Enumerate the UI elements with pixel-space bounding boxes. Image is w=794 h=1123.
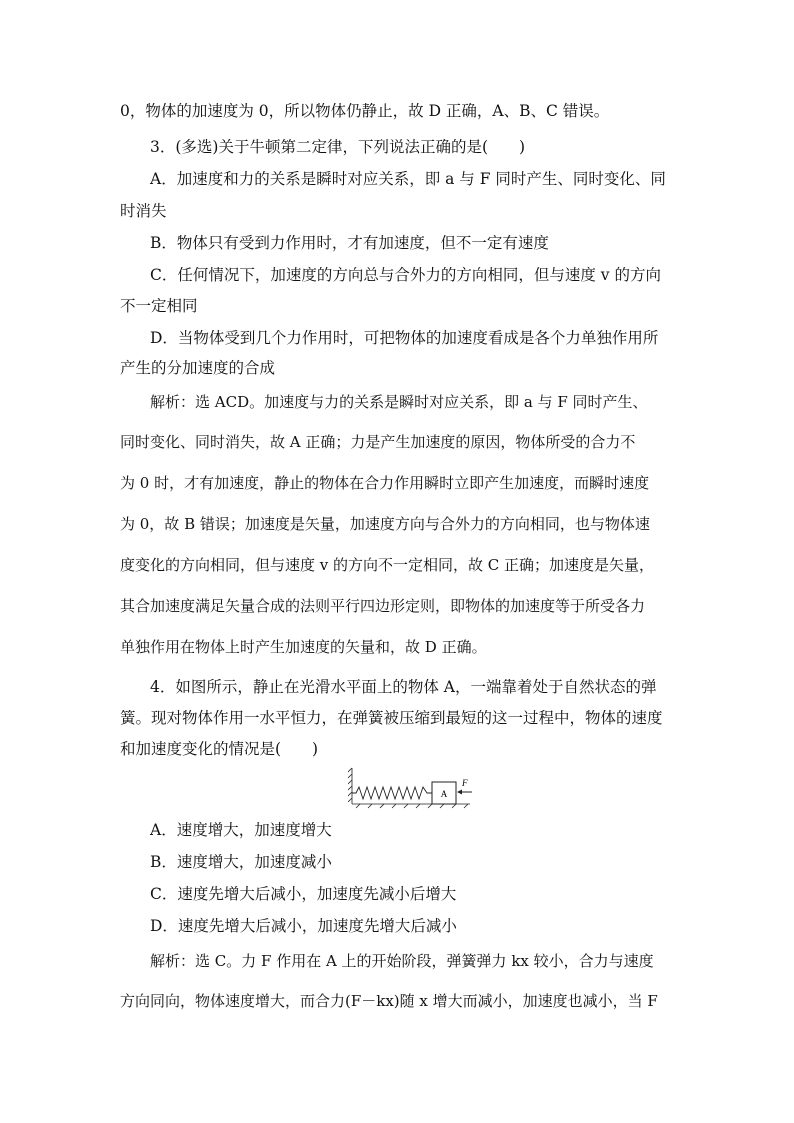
- analysis-line: 为 0 时，才有加速度，静止的物体在合力作用瞬时立即产生加速度，而瞬时速度: [120, 474, 650, 492]
- option-c: C．任何情况下，加速度的方向总与合外力的方向相同，但与速度 v 的方向: [150, 266, 661, 284]
- option-a: A．加速度和力的关系是瞬时对应关系，即 a 与 F 同时产生、同时变化、同: [150, 170, 666, 188]
- block-label: A: [440, 789, 448, 799]
- analysis-line: 解析：选 ACD。加速度与力的关系是瞬时对应关系，即 a 与 F 同时产生、: [150, 393, 648, 411]
- text-line: 0，物体的加速度为 0，所以物体仍静止，故 D 正确，A、B、C 错误。: [120, 102, 610, 120]
- analysis-line: 度变化的方向相同，但与速度 v 的方向不一定相同，故 C 正确；加速度是矢量，: [120, 556, 655, 574]
- force-label: F: [462, 778, 468, 788]
- text-line: 时消失: [120, 202, 167, 220]
- text-line: 产生的分加速度的合成: [120, 359, 276, 377]
- question-4-stem: 4．如图所示，静止在光滑水平面上的物体 A，一端靠着处于自然状态的弹: [150, 678, 657, 696]
- force-arrow-head: [457, 790, 462, 795]
- text-line: 不一定相同: [120, 297, 198, 315]
- analysis-line: 为 0，故 B 错误；加速度是矢量，加速度方向与合外力的方向相同，也与物体速: [120, 515, 650, 533]
- option-c: C．速度先增大后减小，加速度先减小后增大: [150, 885, 457, 903]
- analysis-line: 解析：选 C。力 F 作用在 A 上的开始阶段，弹簧弹力 kx 较小，合力与速度: [150, 952, 654, 970]
- analysis-line: 其合加速度满足矢量合成的法则平行四边形定则，即物体的加速度等于所受各力: [120, 597, 646, 615]
- analysis-line: 单独作用在物体上时产生加速度的矢量和，故 D 正确。: [120, 638, 487, 656]
- spring-block-figure: [348, 766, 478, 810]
- analysis-line: 同时变化、同时消失，故 A 正确；力是产生加速度的原因，物体所受的合力不: [120, 433, 636, 451]
- option-d: D．速度先增大后减小，加速度先增大后减小: [150, 917, 457, 935]
- text-line: 簧。现对物体作用一水平恒力，在弹簧被压缩到最短的这一过程中，物体的速度: [120, 709, 663, 727]
- text-line: 和加速度变化的情况是( ): [120, 740, 319, 758]
- option-b: B．速度增大，加速度减小: [150, 853, 332, 871]
- option-a: A．速度增大，加速度增大: [150, 821, 332, 839]
- option-d: D．当物体受到几个力作用时，可把物体的加速度看成是各个力单独作用所: [150, 329, 659, 347]
- option-b: B．物体只有受到力作用时，才有加速度，但不一定有速度: [150, 234, 549, 252]
- question-3-stem: 3．(多选)关于牛顿第二定律，下列说法正确的是( ): [150, 138, 526, 156]
- analysis-line: 方向同向，物体速度增大，而合力(F－kx)随 x 增大而减小，加速度也减小，当 F: [120, 992, 658, 1010]
- spring: [352, 787, 432, 799]
